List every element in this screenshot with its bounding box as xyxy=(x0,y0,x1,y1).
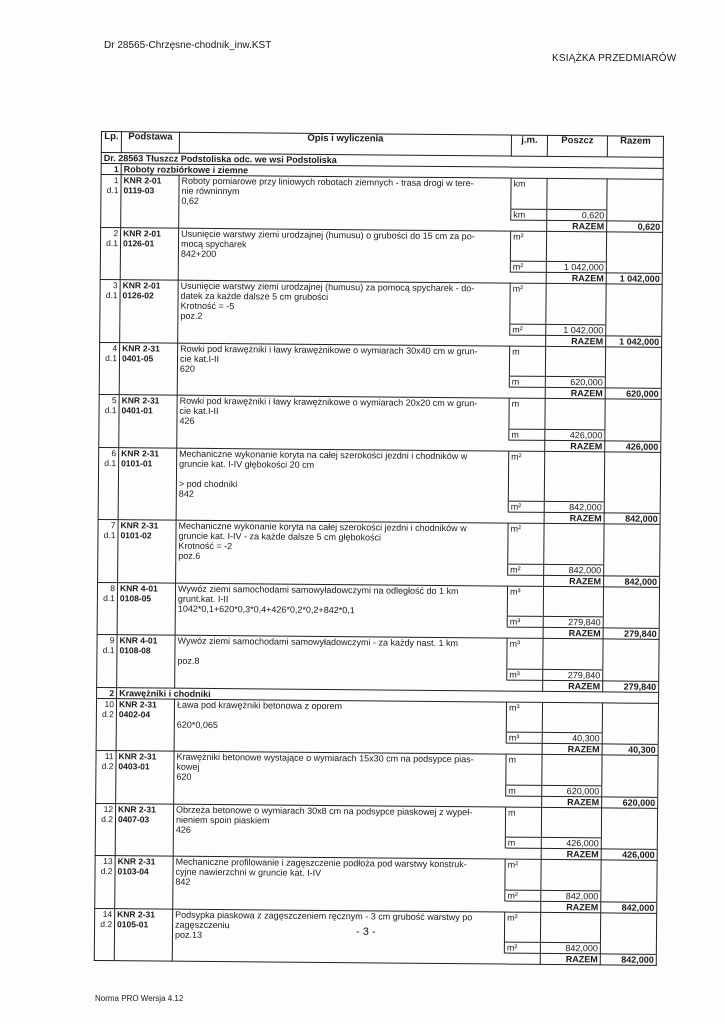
item-basis xyxy=(117,582,175,635)
item-number: 2 xyxy=(113,227,119,238)
section-number: 2 xyxy=(97,687,117,698)
item-number: 5 xyxy=(111,395,117,406)
item-partial: 620,000 xyxy=(542,785,602,797)
item-description xyxy=(177,343,509,376)
item-description xyxy=(173,856,505,889)
item-number: 7 xyxy=(110,520,116,531)
item-department: d.2 xyxy=(101,761,114,772)
item-razem-label: RAZEM xyxy=(544,512,604,524)
item-department: d.1 xyxy=(102,645,115,656)
description-line: Usunięcie warstwy ziemi urodzajnej (humusu) za pomocą spycharek - do- xyxy=(180,280,475,294)
item-department: d.2 xyxy=(101,813,114,824)
col-total: Razem xyxy=(607,136,663,157)
item-department: d.2 xyxy=(100,866,113,877)
item-partial: 842,000 xyxy=(541,890,601,902)
item-total-spacer xyxy=(607,209,663,220)
item-department: d.1 xyxy=(105,290,118,301)
item-description xyxy=(174,751,506,784)
item-partial-empty xyxy=(543,638,603,669)
item-unit: km xyxy=(511,178,547,209)
item-sum-unit: m xyxy=(505,837,541,848)
calculation-line: 426 xyxy=(175,824,191,835)
item-basis xyxy=(120,280,179,343)
item-total-spacer xyxy=(605,377,661,388)
item-unit: m³ xyxy=(506,702,542,733)
project-title: Dr. 28563 Tłuszcz Podstoliska odc. we wsi Podstoliska xyxy=(101,153,663,169)
item-position: 0108-08 xyxy=(119,645,151,656)
item-partial-empty xyxy=(545,346,605,377)
calculation-line: 842+200 xyxy=(180,248,217,259)
item-sum-unit: m³ xyxy=(506,732,542,743)
item-unit: m² xyxy=(508,523,544,564)
item-description xyxy=(179,175,511,208)
item-basis xyxy=(117,635,175,688)
description-line: Obrzeża betonowe o wymiarach 30x8 cm na podsypce piaskowej z wypeł- xyxy=(176,804,473,817)
item-row xyxy=(99,394,661,429)
item-razem-label: RAZEM xyxy=(542,743,602,755)
item-total-empty xyxy=(600,912,656,943)
item-partial: 1 042,000 xyxy=(546,261,606,273)
calculation-line: 1042*0,1+620*0,3*0,4+426*0,2*0,2+842*0,1 xyxy=(177,603,355,615)
item-lp xyxy=(94,908,114,961)
item-lp xyxy=(98,519,119,582)
item-sum-unit: m³ xyxy=(507,669,543,680)
item-number: 1 xyxy=(113,175,119,186)
item-position: 0101-01 xyxy=(121,457,153,468)
item-total: 40,300 xyxy=(602,744,658,755)
description-line: gruncie kat. I-IV głębokości 20 cm xyxy=(179,458,315,470)
item-lp xyxy=(95,855,115,908)
item-partial: 279,840 xyxy=(543,669,603,681)
item-basis xyxy=(115,803,173,856)
item-row xyxy=(97,582,659,617)
item-catalog: KNR 2-31 xyxy=(122,342,160,354)
item-description xyxy=(178,228,510,261)
item-unit: m² xyxy=(508,451,544,502)
item-position: 0401-05 xyxy=(121,352,154,363)
item-lp xyxy=(99,394,119,447)
item-lp xyxy=(97,582,117,635)
item-razem-label: RAZEM xyxy=(545,387,605,399)
item-row xyxy=(100,227,662,262)
item-basis xyxy=(121,175,179,228)
item-row xyxy=(95,803,657,838)
calculation-line: 842 xyxy=(175,876,191,887)
item-total-spacer xyxy=(604,564,660,575)
item-catalog: KNR 2-31 xyxy=(117,908,156,920)
item-row xyxy=(96,698,658,733)
item-partial: 842,000 xyxy=(544,564,604,576)
item-position: 0407-03 xyxy=(117,813,150,824)
item-total: 279,840 xyxy=(603,680,659,691)
item-total-empty xyxy=(607,179,663,210)
item-catalog: KNR 4-01 xyxy=(119,635,158,646)
item-row xyxy=(99,342,661,377)
file-name: Dr 28565-Chrzęsne-chodnik_inw.KST xyxy=(104,40,272,51)
item-number: 6 xyxy=(111,447,117,458)
item-description xyxy=(178,280,510,323)
item-position: 0119-03 xyxy=(123,185,155,196)
item-department: d.1 xyxy=(105,352,118,363)
item-total-spacer xyxy=(605,429,661,440)
item-total-empty xyxy=(604,524,660,565)
item-total: 842,000 xyxy=(601,901,657,912)
item-catalog: KNR 2-01 xyxy=(123,175,162,186)
boq-table xyxy=(94,131,664,966)
item-position: 0126-02 xyxy=(122,290,154,301)
item-sum-unit: km xyxy=(511,209,547,220)
item-partial-empty xyxy=(545,398,605,429)
item-row xyxy=(100,279,662,324)
calculation-line: 426 xyxy=(179,415,195,426)
item-partial-empty xyxy=(541,807,601,838)
calculation-line: 0,62 xyxy=(181,195,199,206)
description-line: Usunięcie warstwy ziemi urodzajnej (humusu) o grubości do 15 cm za po- xyxy=(181,228,475,241)
description-line: Roboty pomiarowe przy liniowych robotach ziemnych - trasa drogi w tere- xyxy=(181,175,474,189)
item-razem-label: RAZEM xyxy=(546,272,606,284)
item-number: 3 xyxy=(112,280,118,291)
item-unit: m² xyxy=(505,859,541,890)
item-total: 620,000 xyxy=(602,796,658,807)
item-position: 0403-01 xyxy=(118,761,150,772)
description-line: Mechaniczne wykonanie koryta na całej szerokości jezdni i chodników w xyxy=(179,448,468,461)
item-total-spacer xyxy=(600,943,656,954)
item-basis xyxy=(119,395,177,448)
item-row xyxy=(98,519,660,564)
item-total-spacer xyxy=(602,785,658,796)
item-total-empty xyxy=(601,807,657,838)
description-line: Mechaniczne wykonanie koryta na całej szerokości jezdni i chodników w xyxy=(178,520,467,534)
item-razem-label: RAZEM xyxy=(544,575,604,587)
item-razem-label: RAZEM xyxy=(543,680,603,692)
item-number: 9 xyxy=(109,635,115,646)
calculation-line: poz.6 xyxy=(178,550,201,561)
item-department: d.2 xyxy=(100,918,113,929)
item-razem-label: RAZEM xyxy=(541,848,601,860)
item-row xyxy=(95,855,657,890)
item-basis xyxy=(119,342,177,395)
item-lp xyxy=(95,803,115,856)
item-sum-unit: m² xyxy=(504,942,540,953)
book-title: KSIĄŻKA PRZEDMIARÓW xyxy=(552,53,677,64)
calculation-line: Krotność = -2 xyxy=(178,540,233,552)
item-total-spacer xyxy=(601,838,657,849)
item-lp xyxy=(97,634,117,687)
item-total: 0,620 xyxy=(607,220,663,231)
item-total: 1 042,000 xyxy=(606,273,662,284)
boq-sheet xyxy=(94,131,663,966)
calculation-line: poz.8 xyxy=(177,655,200,666)
item-position: 0105-01 xyxy=(117,918,149,929)
item-position: 0103-04 xyxy=(117,866,149,877)
item-number: 13 xyxy=(103,856,113,867)
description-line: nie równinnym xyxy=(181,185,240,197)
item-basis xyxy=(114,908,172,961)
item-sum-unit: m² xyxy=(505,890,541,901)
item-basis xyxy=(118,447,177,520)
description-line: cyjne nawierzchni w gruncie kat. I-IV xyxy=(175,866,322,878)
description-line: cie kat.I-II xyxy=(179,405,219,417)
item-catalog: KNR 2-01 xyxy=(122,280,161,291)
item-total: 842,000 xyxy=(604,513,660,524)
item-description xyxy=(174,699,506,732)
description-line: datek za każde dalsze 5 cm grubości xyxy=(180,290,329,302)
item-unit: m² xyxy=(510,231,546,262)
item-unit: m² xyxy=(510,283,546,324)
item-basis xyxy=(118,520,177,583)
item-row xyxy=(96,750,658,785)
item-sum-unit: m xyxy=(509,429,545,440)
item-total-spacer xyxy=(601,890,657,901)
calculation-line: poz.2 xyxy=(180,310,203,321)
item-department: d.2 xyxy=(102,708,114,719)
item-catalog: KNR 2-31 xyxy=(117,856,156,867)
item-position: 0101-02 xyxy=(120,530,152,541)
item-partial: 0,620 xyxy=(547,209,607,221)
item-department: d.1 xyxy=(103,530,116,541)
description-line: Ława pod krawężniki betonowa z oporem xyxy=(176,699,343,711)
calculation-line: poz.13 xyxy=(174,929,203,940)
item-total-empty xyxy=(606,284,662,325)
item-razem-label: RAZEM xyxy=(540,953,600,965)
item-partial: 40,300 xyxy=(542,732,602,744)
description-line: Mechaniczne profilowanie i zagęszczenie podłoża pod warstwy konstruk- xyxy=(175,856,467,870)
item-total: 279,840 xyxy=(603,628,659,639)
item-partial: 279,840 xyxy=(543,616,603,628)
item-partial: 842,000 xyxy=(544,501,604,513)
item-row xyxy=(101,175,663,210)
item-total: 426,000 xyxy=(605,440,661,451)
item-unit: m xyxy=(506,754,542,785)
item-number: 11 xyxy=(104,751,114,762)
description-line: grunt.kat. I-II xyxy=(177,593,229,604)
item-partial-empty xyxy=(547,178,607,209)
page-number: - 3 - xyxy=(356,926,376,938)
item-basis xyxy=(116,698,174,751)
item-total-empty xyxy=(603,639,659,670)
item-total-empty xyxy=(603,586,659,617)
description-line: gruncie kat. I-IV - za każde dalsze 5 cm głębokości xyxy=(178,530,382,543)
calculation-line: > pod chodniki xyxy=(178,478,238,489)
col-lp: Lp. xyxy=(101,132,121,153)
item-description xyxy=(173,804,505,837)
item-department: d.1 xyxy=(106,185,119,196)
item-row xyxy=(97,634,659,669)
item-total-empty xyxy=(605,399,661,430)
item-total: 1 042,000 xyxy=(606,335,662,346)
col-description: Opis i wyliczenia xyxy=(179,132,511,156)
description-line: Rowki pod krawężniki i ławy krawężnikowe o wymiarach 20x20 cm w grun- xyxy=(179,395,478,409)
item-total: 842,000 xyxy=(604,575,660,586)
description-line: Rowki pod krawężniki i ławy krawężnikowe o wymiarach 30x40 cm w grun- xyxy=(180,343,478,356)
item-sum-unit: m² xyxy=(508,564,544,575)
item-partial-empty xyxy=(544,451,604,502)
col-partial: Poszcz xyxy=(547,135,607,157)
item-lp xyxy=(99,342,119,395)
calculation-line: 620 xyxy=(176,771,192,782)
item-department: d.1 xyxy=(103,592,115,603)
item-unit: m³ xyxy=(507,586,543,617)
item-lp xyxy=(101,175,121,228)
item-lp xyxy=(98,447,119,520)
item-partial: 842,000 xyxy=(540,942,600,954)
col-unit: j.m. xyxy=(511,135,547,156)
item-lp xyxy=(100,227,120,280)
col-basis: Podstawa xyxy=(121,132,179,154)
description-line: kowej xyxy=(176,761,200,772)
item-description xyxy=(176,448,508,501)
item-department: d.1 xyxy=(106,237,119,248)
item-total-spacer xyxy=(603,669,659,680)
item-catalog: KNR 4-01 xyxy=(119,582,158,594)
item-total-empty xyxy=(605,346,661,377)
item-partial: 1 042,000 xyxy=(546,324,606,336)
section-title: Roboty rozbiórkowe i ziemne xyxy=(121,164,663,180)
item-number: 8 xyxy=(110,582,116,593)
calculation-line: Krotność = -5 xyxy=(180,300,235,312)
description-line: Podsypka piaskowa z zagęszczeniem ręcznym - 3 cm grubość warstwy po xyxy=(175,909,473,922)
item-catalog: KNR 2-31 xyxy=(118,803,156,815)
item-position: 0108-05 xyxy=(119,592,152,603)
item-unit: m xyxy=(509,398,545,429)
item-number: 4 xyxy=(112,342,118,353)
item-total-spacer xyxy=(602,733,658,744)
description-line: zagęszczeniu xyxy=(175,919,230,930)
item-sum-unit: m² xyxy=(510,261,546,272)
item-catalog: KNR 2-31 xyxy=(118,751,157,762)
item-position: 0126-01 xyxy=(122,237,155,248)
item-position: 0401-01 xyxy=(121,405,153,416)
item-partial-empty xyxy=(541,859,601,890)
item-total-spacer xyxy=(606,262,662,273)
item-catalog: KNR 2-31 xyxy=(120,520,159,531)
item-sum-unit: m² xyxy=(508,501,544,512)
software-version: Norma PRO Wersja 4.12 xyxy=(95,994,184,1003)
item-lp xyxy=(96,698,116,751)
item-unit: m xyxy=(509,346,545,377)
item-partial-empty xyxy=(544,523,604,564)
item-total-spacer xyxy=(604,502,660,513)
item-total: 842,000 xyxy=(600,954,656,965)
item-partial-empty xyxy=(546,231,606,262)
item-razem-label: RAZEM xyxy=(541,901,601,913)
item-razem-label: RAZEM xyxy=(547,220,607,232)
item-basis xyxy=(115,856,173,909)
item-total-empty xyxy=(601,860,657,891)
item-partial-empty xyxy=(546,283,606,324)
item-number: 14 xyxy=(102,908,113,919)
item-razem-label: RAZEM xyxy=(546,335,606,347)
item-total: 620,000 xyxy=(605,388,661,399)
item-number: 10 xyxy=(104,698,115,709)
item-lp xyxy=(96,750,116,803)
item-total-spacer xyxy=(606,324,662,335)
item-catalog: KNR 2-31 xyxy=(121,395,160,406)
item-description xyxy=(177,395,509,428)
item-razem-label: RAZEM xyxy=(545,440,605,452)
item-unit: m³ xyxy=(507,638,543,669)
item-total-empty xyxy=(606,231,662,262)
description-line: mocą spycharek xyxy=(180,238,247,249)
item-description xyxy=(176,520,508,563)
item-unit: m² xyxy=(504,912,540,943)
section-number: 1 xyxy=(101,164,121,175)
description-line: cie kat.I-II xyxy=(179,353,220,364)
item-department: d.1 xyxy=(104,405,117,416)
description-line: Wywóz ziemi samochodami samowyładowczymi na odległość do 1 km xyxy=(177,583,459,596)
item-unit: m xyxy=(505,807,541,838)
item-sum-unit: m xyxy=(506,785,542,796)
item-description xyxy=(172,909,504,942)
section-title: Krawężniki i chodniki xyxy=(117,687,659,703)
item-partial: 620,000 xyxy=(545,376,605,388)
item-razem-label: RAZEM xyxy=(543,627,603,639)
item-total-empty xyxy=(604,451,660,502)
item-sum-unit: m³ xyxy=(507,616,543,627)
item-sum-unit: m² xyxy=(510,324,546,335)
item-razem-label: RAZEM xyxy=(542,796,602,808)
item-total-empty xyxy=(602,755,658,786)
description-line: Krawężniki betonowe wystające o wymiarach 15x30 cm na podsypce pias- xyxy=(176,751,474,765)
description-line: nieniem spoin piaskiem xyxy=(175,814,270,825)
calculation-line: 620 xyxy=(179,363,196,374)
item-position: 0402-04 xyxy=(118,708,151,719)
item-total-empty xyxy=(602,702,658,733)
item-department: d.1 xyxy=(104,457,117,468)
item-partial-empty xyxy=(542,754,602,785)
item-sum-unit: m xyxy=(509,376,545,387)
item-total-spacer xyxy=(603,617,659,628)
item-razem-spacer xyxy=(172,950,540,964)
calculation-line: 842 xyxy=(178,488,194,499)
item-partial-empty xyxy=(542,702,602,733)
item-catalog: KNR 2-01 xyxy=(123,227,161,239)
item-lp xyxy=(100,279,121,342)
item-number: 12 xyxy=(103,803,114,814)
item-total: 426,000 xyxy=(601,849,657,860)
item-row xyxy=(98,447,660,502)
item-partial-empty xyxy=(543,586,603,617)
item-description xyxy=(175,635,507,668)
item-partial: 426,000 xyxy=(545,429,605,441)
item-partial-empty xyxy=(540,912,600,943)
item-basis xyxy=(120,227,178,280)
item-catalog: KNR 2-31 xyxy=(121,447,160,459)
item-description xyxy=(175,583,507,616)
item-basis xyxy=(116,751,174,804)
description-line: Wywóz ziemi samochodami samowyładowczymi - za każdy nast. 1 km xyxy=(177,635,459,649)
calculation-line: 620*0,065 xyxy=(176,719,218,730)
item-partial: 426,000 xyxy=(541,837,601,849)
item-catalog: KNR 2-31 xyxy=(118,698,157,710)
